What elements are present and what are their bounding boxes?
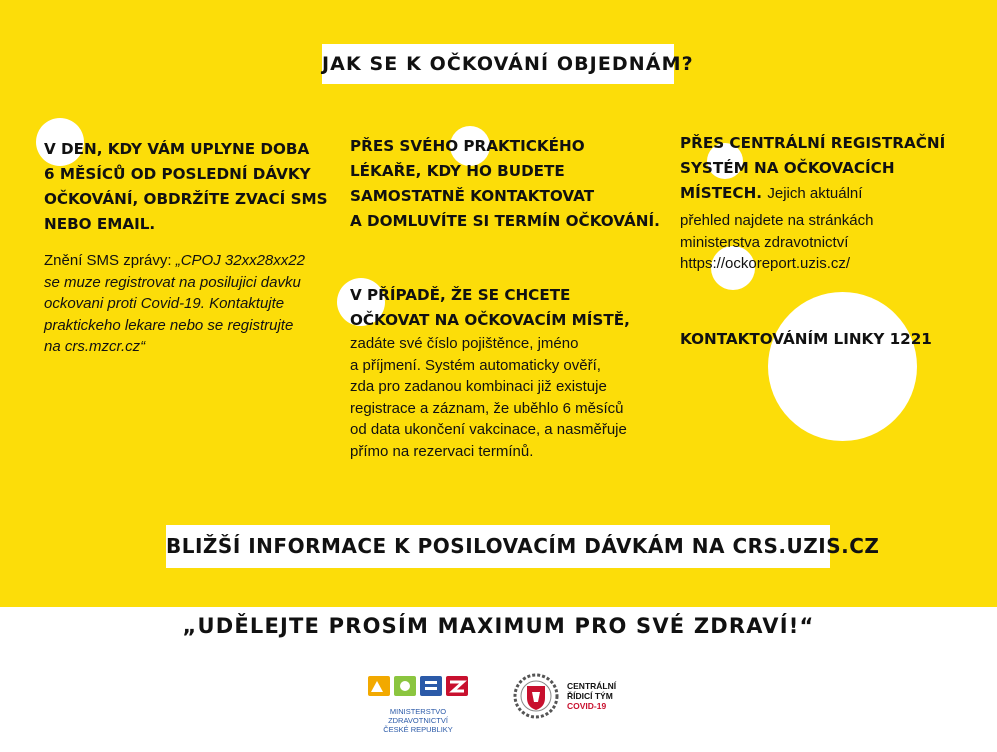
bottom-info-banner: BLIŽŠÍ INFORMACE K POSILOVACÍM DÁVKÁM NA CRS.UZIS.CZ — [166, 525, 830, 568]
col3-body: přehled najdete na stránkách ministerstva zdravotnictví https://ockoreport.uzis.cz/ — [680, 210, 873, 275]
covid-team-logo — [512, 672, 652, 720]
decor-circle — [768, 292, 917, 441]
sms-prefix: Znění SMS zprávy: — [44, 252, 176, 269]
ockoreport-link[interactable]: https://ockoreport.uzis.cz/ — [680, 255, 851, 272]
col1-heading: V DEN, KDY VÁM UPLYNE DOBA 6 MĚSÍCŮ OD POSLEDNÍ DÁVKY OČKOVÁNÍ, OBDRŽÍTE ZVACÍ SMS NEBO EMAIL. — [44, 140, 328, 233]
col2-heading-vaccination-site: V PŘÍPADĚ, ŽE SE CHCETE OČKOVAT NA OČKOVACÍM MÍSTĚ, — [350, 286, 630, 329]
ministry-logo-icon — [362, 672, 474, 700]
page-title: JAK SE K OČKOVÁNÍ OBJEDNÁM? — [322, 44, 674, 84]
col3-heading: PŘES CENTRÁLNÍ REGISTRAČNÍ SYSTÉM NA OČKOVACÍCH MÍSTECH. Jejich aktuální — [680, 134, 946, 202]
covid-team-name: CENTRÁLNÍ ŘÍDICÍ TÝM COVID-19 — [567, 681, 617, 711]
ministry-name: MINISTERSTVO ZDRAVOTNICTVÍ ČESKÉ REPUBLIKY — [383, 707, 453, 734]
col3-inline-text: Jejich aktuální — [767, 185, 863, 202]
col2-body: zadáte své číslo pojištěnce, jméno a příjmení. Systém automaticky ověří, zda pro zadanou kombinaci již existuje registrace a záznam, že uběhlo 6 měsíců od data ukončení vakcinace, a nasměřuje přímo na rezervaci termínů. — [350, 335, 627, 460]
contact-hotline: KONTAKTOVÁNÍM LINKY 1221 — [680, 330, 932, 348]
col1-sms-text: Znění SMS zprávy: „CPOJ 32xx28xx22 se muze registrovat na posilujici davku ockovani proti Covid-19. Kontaktujte praktickeho lekare nebo se registrujte na crs.mzcr.cz“ — [44, 252, 305, 355]
sms-quote-line: „CPOJ 32xx28xx22 — [175, 252, 305, 269]
slogan: „UDĚLEJTE PROSÍM MAXIMUM PRO SVÉ ZDRAVÍ!“ — [182, 614, 815, 638]
crest-icon — [512, 672, 560, 720]
col2-heading-doctor: PŘES SVÉHO PRAKTICKÉHO LÉKAŘE, KDY HO BUDETE SAMOSTATNĚ KONTAKTOVAT A DOMLUVÍTE SI TERMÍN OČKOVÁNÍ. — [350, 137, 660, 230]
ministry-logo — [362, 672, 474, 734]
